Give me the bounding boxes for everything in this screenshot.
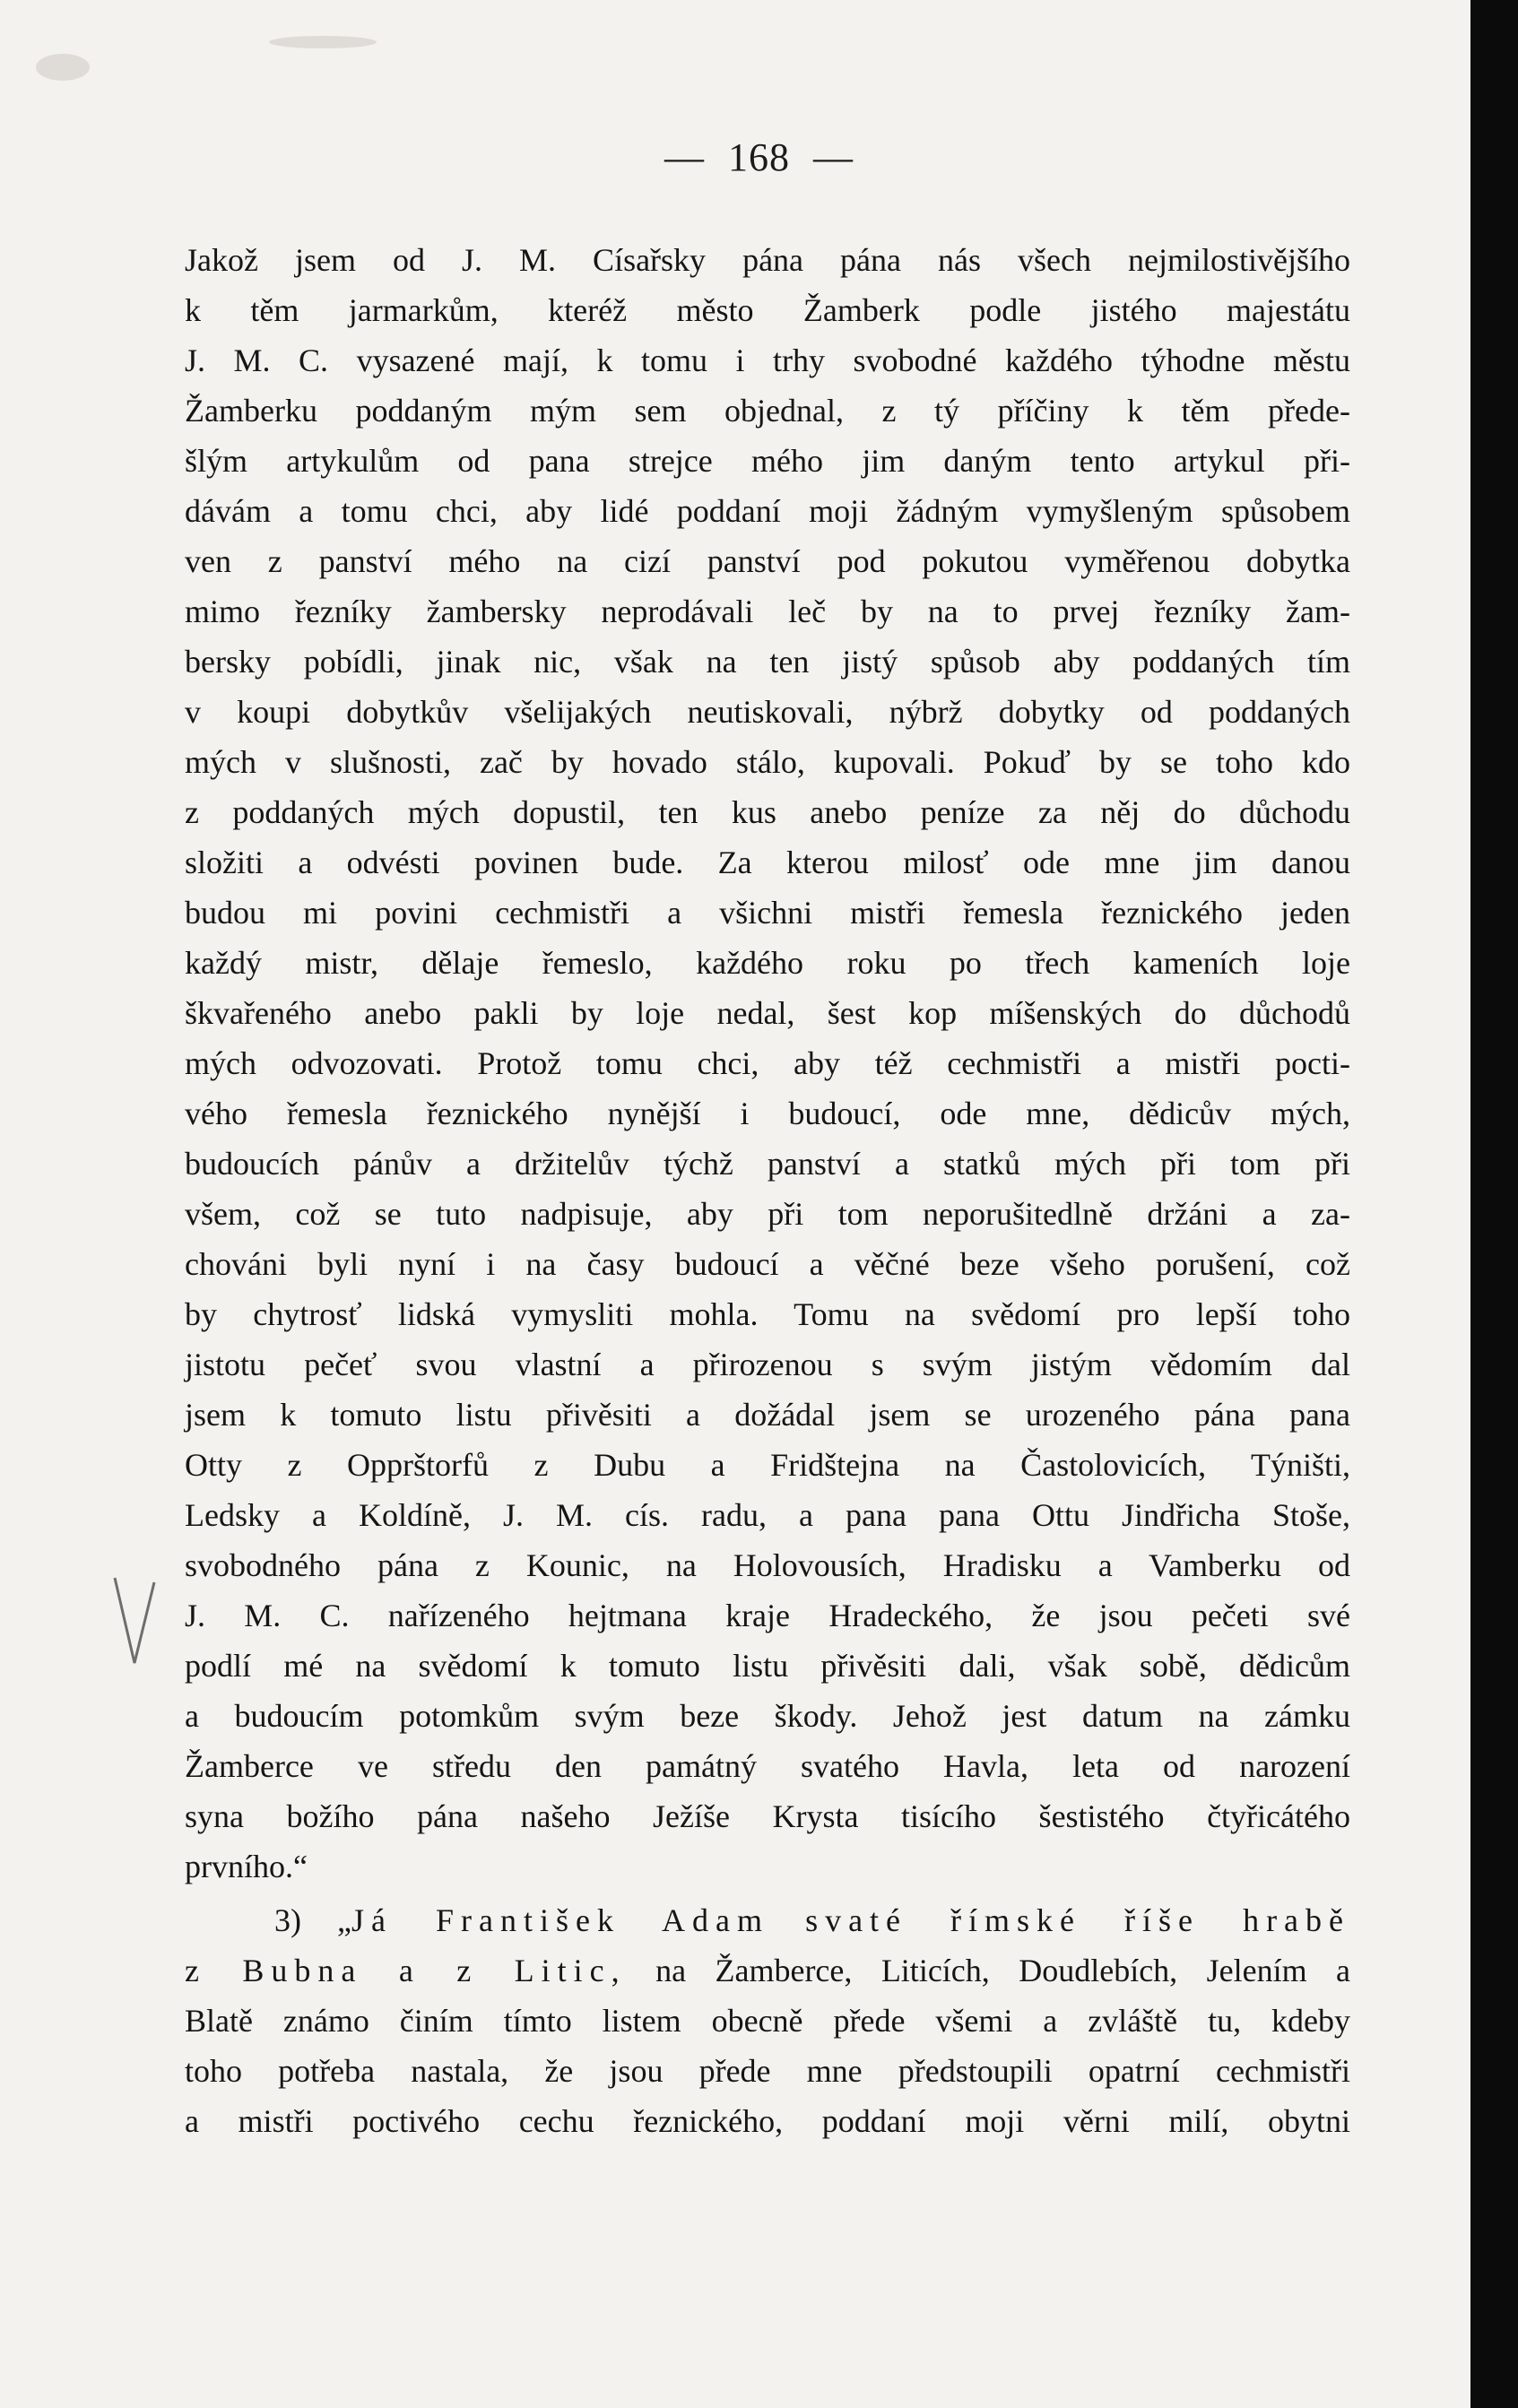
text-line: budoucích pánův a držitelův týchž panství a statků mých při tom při: [185, 1146, 1350, 1182]
pencil-margin-mark-icon: [108, 1573, 161, 1672]
text-line: J. M. C. vysazené mají, k tomu i trhy svobodné každého týhodne městu: [185, 342, 1350, 378]
text-line: složiti a odvésti povinen bude. Za kterou milosť ode mne jim danou: [185, 845, 1350, 880]
text-line: mimo řezníky žambersky neprodávali leč by na to prvej řezníky žam-: [185, 593, 1350, 629]
text-line: škvařeného anebo pakli by loje nedal, šest kop míšenských do důchodů: [185, 995, 1350, 1031]
text-line: šlým artykulům od pana strejce mého jim daným tento artykul při-: [185, 443, 1350, 479]
section-3-line: toho potřeba nastala, že jsou přede mne předstoupili opatrní cechmistři: [185, 2053, 1350, 2089]
text-line: prvního.“: [185, 1849, 308, 1884]
text-line: syna božího pána našeho Ježíše Krysta tisícího šestistého čtyřicátého: [185, 1798, 1350, 1834]
text-line: budou mi povini cechmistři a všichni mistři řemesla řeznického jeden: [185, 895, 1350, 931]
section-3-line: [185, 1945, 1350, 1996]
text-line: všem, což se tuto nadpisuje, aby při tom neporušitedlně držáni a za-: [185, 1196, 1350, 1232]
section-number: 3): [274, 1902, 301, 1938]
text-line: k těm jarmarkům, kteréž město Žamberk podle jistého majestátu: [185, 292, 1350, 328]
text-line: jistotu pečeť svou vlastní a přirozenou s svým jistým vědomím dal: [185, 1347, 1350, 1382]
text-line: Otty z Opprštorfů z Dubu a Fridštejna na Častolovicích, Týništi,: [185, 1447, 1350, 1483]
text-line: bersky pobídli, jinak nic, však na ten jistý spůsob aby poddaných tím: [185, 644, 1350, 680]
text-line: by chytrosť lidská vymysliti mohla. Tomu na svědomí pro lepší toho: [185, 1296, 1350, 1332]
author-name: Já František Adam: [351, 1902, 770, 1938]
scan-border: [1470, 0, 1518, 2408]
text-line: svobodného pána z Kounic, na Holovousích, Hradisku a Vamberku od: [185, 1547, 1350, 1583]
title-text: svaté římské říše hrabě: [805, 1902, 1351, 1938]
section-3-heading-line: [185, 1895, 1350, 1945]
opening-quote: „: [337, 1902, 352, 1938]
text-line: v koupi dobytkův všelijakých neutiskovali, nýbrž dobytky od poddaných: [185, 694, 1350, 730]
text-line: Ledsky a Koldíně, J. M. cís. radu, a pana pana Ottu Jindřicha Stoše,: [185, 1497, 1350, 1533]
text-line: vého řemesla řeznického nynější i budoucí, ode mne, dědicův mých,: [185, 1096, 1350, 1131]
text-line: a budoucím potomkům svým beze škody. Jehož jest datum na zámku: [185, 1698, 1350, 1734]
section-3-line: a mistři poctivého cechu řeznického, poddaní moji věrni milí, obytni: [185, 2103, 1350, 2139]
text-line: Žamberce ve středu den památný svatého Havla, leta od narození: [185, 1748, 1350, 1784]
text-line: Jakož jsem od J. M. Císařsky pána pána nás všech nejmilostivějšího: [185, 242, 1350, 278]
header-dash-right: —: [813, 135, 854, 179]
text-line: dávám a tomu chci, aby lidé poddaní moji žádným vymyšleným spůsobem: [185, 493, 1350, 529]
header-dash-left: —: [664, 135, 705, 179]
section-3-line: Blatě známo činím tímto listem obecně přede všemi a zvláště tu, kdeby: [185, 2003, 1350, 2039]
text-line: podlí mé na svědomí k tomuto listu přivěsiti dali, však sobě, dědicům: [185, 1648, 1350, 1684]
paper-smudge: [269, 36, 377, 48]
text-line: jsem k tomuto listu přivěsiti a dožádal jsem se urozeného pána pana: [185, 1397, 1350, 1433]
text-line: mých v slušnosti, zač by hovado stálo, kupovali. Pokuď by se toho kdo: [185, 744, 1350, 780]
text-line: každý mistr, dělaje řemeslo, každého roku po třech kameních loje: [185, 945, 1350, 981]
text-line: Žamberku poddaným mým sem objednal, z tý příčiny k těm přede-: [185, 393, 1350, 429]
page-number: 168: [728, 135, 790, 179]
family-name: z Bubna a z Litic,: [185, 1953, 627, 1988]
text-line: mých odvozovati. Protož tomu chci, aby též cechmistři a mistři pocti-: [185, 1045, 1350, 1081]
paper-smudge: [36, 54, 90, 81]
text-line: z poddaných mých dopustil, ten kus anebo peníze za něj do důchodu: [185, 794, 1350, 830]
text-line: ven z panství mého na cizí panství pod pokutou vyměřenou dobytka: [185, 543, 1350, 579]
text-line: J. M. C. nařízeného hejtmana kraje Hradeckého, že jsou pečeti své: [185, 1598, 1350, 1633]
text-line: chováni byli nyní i na časy budoucí a věčné beze všeho porušení, což: [185, 1246, 1350, 1282]
page-number-header: [0, 134, 1470, 180]
estates-text: na Žamberce, Liticích, Doudlebích, Jelením a: [655, 1953, 1350, 1988]
